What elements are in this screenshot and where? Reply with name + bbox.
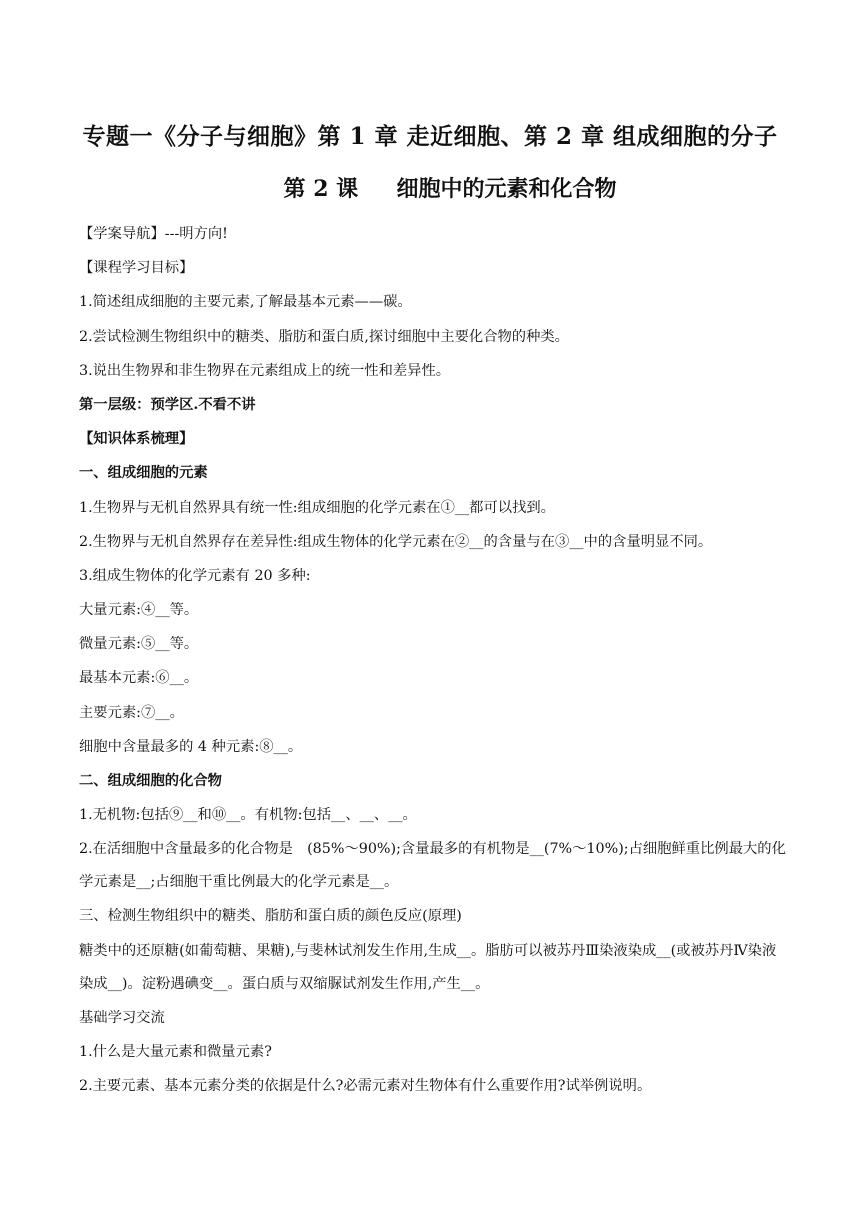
question-item: 2.主要元素、基本元素分类的依据是什么?必需元素对生物体有什么重要作用?试举例说明。 [79, 1077, 652, 1094]
document-title: 专题一《分子与细胞》第 1 章 走近细胞、第 2 章 组成细胞的分子 [82, 123, 778, 150]
content-line: 3.组成生物体的化学元素有 20 多种: [79, 567, 311, 584]
document-body [79, 224, 789, 1110]
content-line: 大量元素:④__等。 [79, 602, 199, 619]
goal-item: 2.尝试检测生物组织中的糖类、脂肪和蛋白质,探讨细胞中主要化合物的种类。 [79, 328, 569, 345]
content-line: 1.无机物:包括⑨__和⑩__。有机物:包括__、__、__。 [79, 807, 417, 824]
section-heading-elements: 一、组成细胞的元素 [79, 465, 208, 482]
heading-basic-exchange: 基础学习交流 [79, 1009, 165, 1026]
content-line: 2.生物界与无机自然界存在差异性:组成生物体的化学元素在②__的含量与在③__中的含量明显不同。 [79, 533, 713, 550]
goal-item: 1.简述组成细胞的主要元素,了解最基本元素——碳。 [79, 294, 412, 311]
content-line: 最基本元素:⑥__。 [79, 670, 199, 687]
content-line: 微量元素:⑤__等。 [79, 636, 199, 653]
content-line: 细胞中含量最多的 4 种元素:⑧__。 [79, 738, 303, 755]
level-heading: 第一层级：预学区.不看不讲 [79, 396, 256, 413]
section-heading-compounds: 二、组成细胞的化合物 [79, 773, 222, 789]
lesson-title: 第 2 课 细胞中的元素和化合物 [283, 176, 617, 202]
heading-study-guide: 【学案导航】---明方向! [79, 226, 228, 242]
content-paragraph: 糖类中的还原糖(如葡萄糖、果糖),与斐林试剂发生作用,生成__。脂肪可以被苏丹Ⅲ染液染成__(或被苏丹Ⅳ染液染成__)。淀粉遇碘变__。蛋白质与双缩脲试剂发生作用,产生__。 [79, 942, 777, 992]
content-paragraph: 2.在活细胞中含量最多的化合物是 (85%～90%);含量最多的有机物是__(7%～10%);占细胞鲜重比例最大的化学元素是__;占细胞干重比例最大的化学元素是__。 [79, 841, 786, 891]
content-line: 主要元素:⑦__。 [79, 704, 184, 721]
goal-item: 3.说出生物界和非生物界在元素组成上的统一性和差异性。 [79, 362, 451, 379]
section-heading-detection: 三、检测生物组织中的糖类、脂肪和蛋白质的颜色反应(原理) [79, 908, 462, 925]
content-line: 1.生物界与无机自然界具有统一性:组成细胞的化学元素在①__都可以找到。 [79, 499, 555, 516]
heading-knowledge-system: 【知识体系梳理】 [79, 431, 194, 448]
heading-learning-goals: 【课程学习目标】 [79, 260, 194, 277]
question-item: 1.什么是大量元素和微量元素? [79, 1043, 272, 1060]
